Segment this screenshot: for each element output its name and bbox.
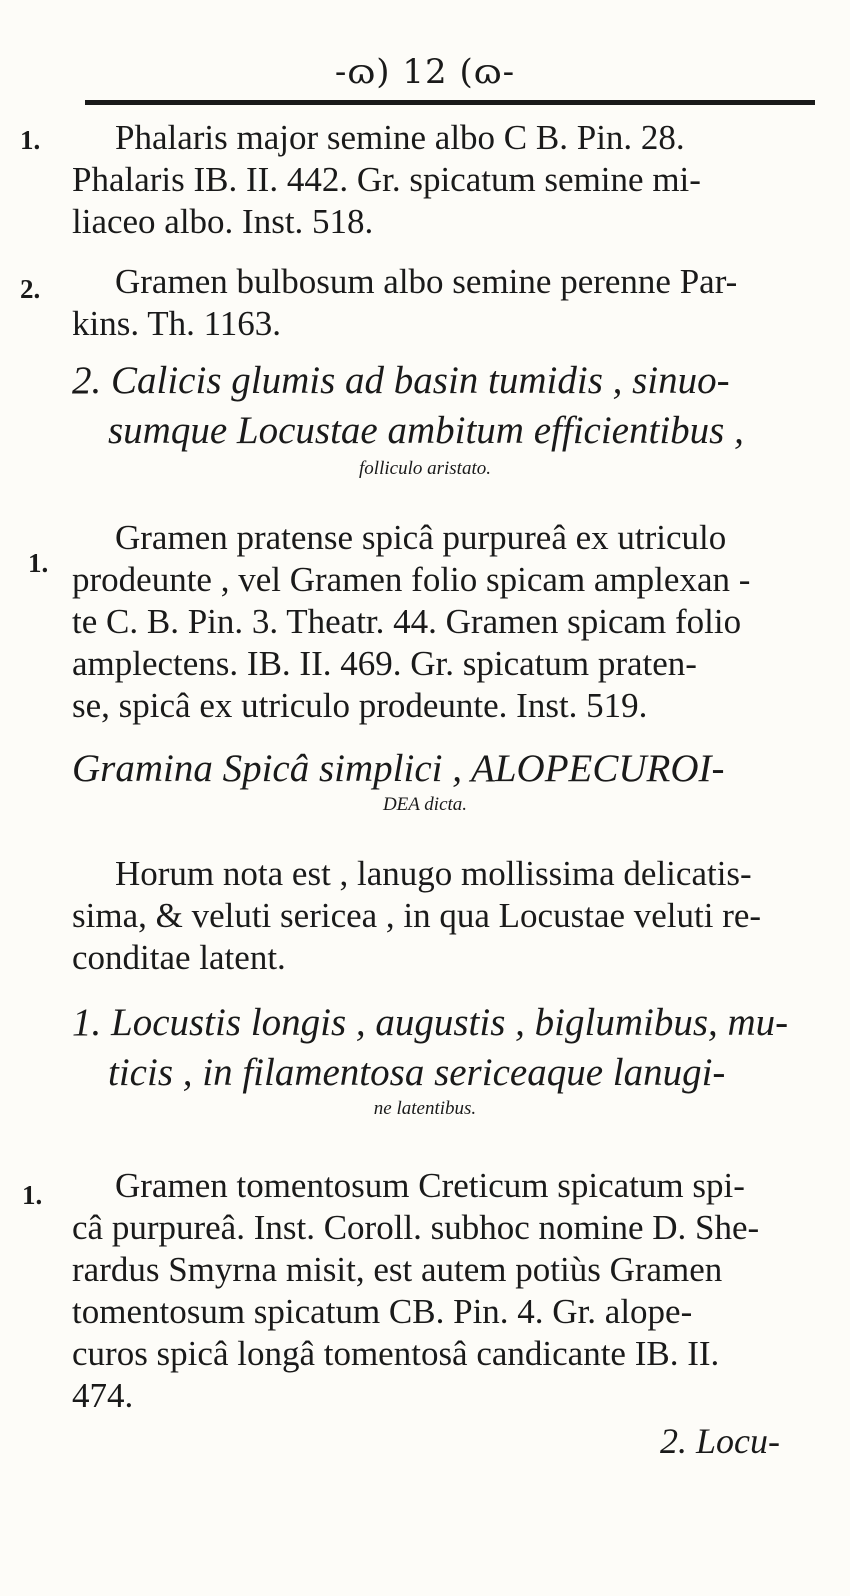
text-line: 474.	[72, 1376, 134, 1415]
text-line: se, spicâ ex utriculo prodeunte. Inst. 519.	[72, 686, 648, 725]
left-ornament: -ɷ)	[334, 52, 391, 92]
entry-number: 1.	[28, 548, 49, 578]
text-line: curos spicâ longâ tomentosâ candicante IB. II.	[72, 1334, 720, 1373]
text-line: te C. B. Pin. 3. Theatr. 44. Gramen spicam folio	[72, 602, 742, 641]
text-line: Horum nota est , lanugo mollissima delicatis-	[115, 854, 752, 893]
text-line: Phalaris IB. II. 442. Gr. spicatum semine mi-	[72, 160, 701, 199]
entry-number: 1.	[22, 1180, 43, 1210]
section-title-line: DEA dicta.	[382, 794, 468, 815]
heading-line: sumque Locustae ambitum efficientibus ,	[108, 409, 744, 452]
text-line: Gramen bulbosum albo semine perenne Par-	[115, 262, 738, 301]
header-rule	[85, 100, 815, 105]
text-line: prodeunte , vel Gramen folio spicam amplexan -	[72, 560, 751, 599]
text-line: liaceo albo. Inst. 518.	[72, 202, 374, 241]
section-title-line: Gramina Spicâ simplici , ALOPECUROI-	[72, 747, 725, 790]
entry-number: 2.	[20, 274, 41, 304]
catchword: 2. Locu-	[660, 1421, 780, 1461]
text-line: câ purpureâ. Inst. Coroll. subhoc nomine D. She-	[72, 1208, 760, 1247]
text-line: kins. Th. 1163.	[72, 304, 282, 343]
text-line: Gramen pratense spicâ purpureâ ex utriculo	[115, 518, 727, 557]
text-line: Phalaris major semine albo C B. Pin. 28.	[115, 118, 685, 157]
heading-line: 1. Locustis longis , augustis , biglumibus, mu-	[72, 1001, 789, 1044]
heading-line: ne latentibus.	[373, 1098, 477, 1119]
heading-line: folliculo aristato.	[359, 458, 491, 479]
right-ornament: (ɷ-	[459, 52, 516, 92]
heading-line: ticis , in filamentosa sericeaque lanugi-	[108, 1051, 726, 1094]
text-line: Gramen tomentosum Creticum spicatum spi-	[115, 1166, 745, 1205]
text-line: tomentosum spicatum CB. Pin. 4. Gr. alope-	[72, 1292, 693, 1331]
text-line: conditae latent.	[72, 938, 286, 977]
entry-number: 1.	[20, 125, 41, 155]
heading-line: 2. Calicis glumis ad basin tumidis , sinuo-	[72, 359, 730, 402]
running-header	[0, 52, 850, 92]
text-line: rardus Smyrna misit, est autem potiùs Gramen	[72, 1250, 723, 1289]
text-line: amplectens. IB. II. 469. Gr. spicatum praten-	[72, 644, 697, 683]
page-number: 12	[402, 52, 448, 92]
text-line: sima, & veluti sericea , in qua Locustae veluti re-	[72, 896, 762, 935]
